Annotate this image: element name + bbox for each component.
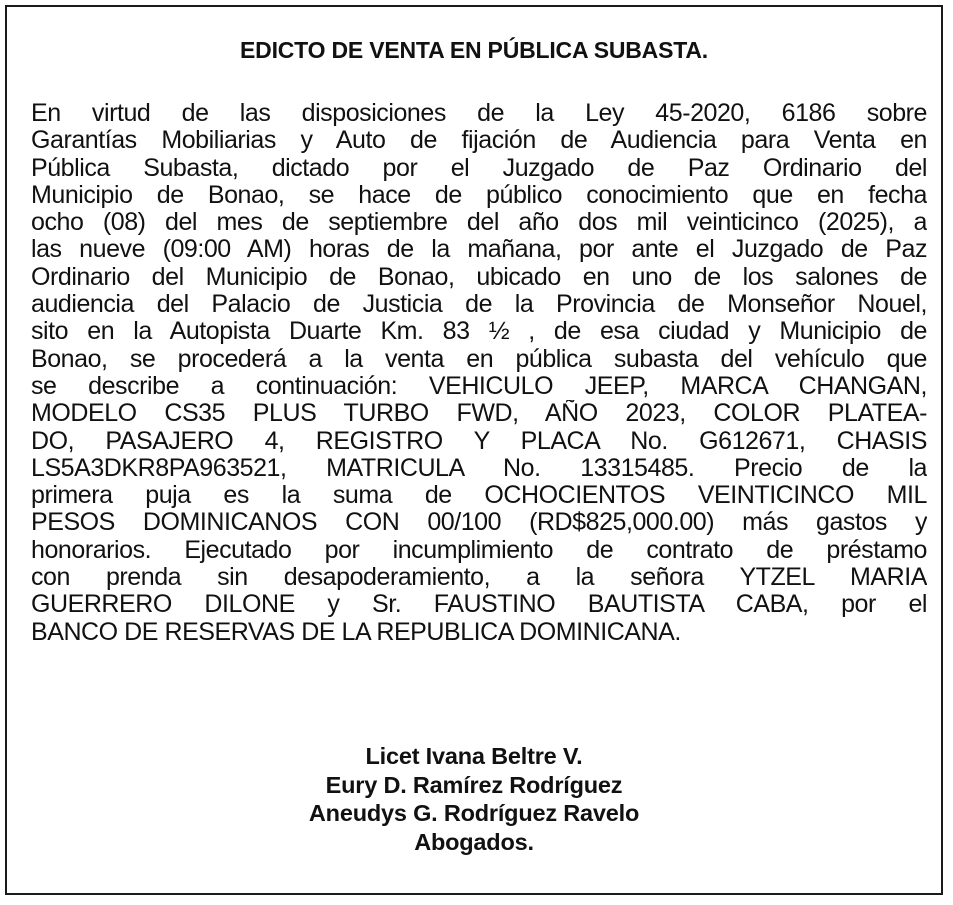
signature-block [7, 742, 941, 856]
body-line: ocho (08) del mes de septiembre del año dos mil veinticinco (2025), a [31, 209, 927, 237]
body-line: GUERRERO DILONE y Sr. FAUSTINO BAUTISTA CABA, por el [31, 591, 927, 619]
body-line: MODELO CS35 PLUS TURBO FWD, AÑO 2023, COLOR PLATEA- [31, 400, 927, 428]
signatory-name: Licet Ivana Beltre V. [365, 743, 583, 769]
body-line: con prenda sin desapoderamiento, a la señora YTZEL MARIA [31, 564, 927, 592]
body-line: se describe a continuación: VEHICULO JEEP, MARCA CHANGAN, [31, 372, 927, 400]
body-line: honorarios. Ejecutado por incumplimiento de contrato de préstamo [31, 536, 927, 564]
body-line: En virtud de las disposiciones de la Ley 45-2020, 6186 sobre [31, 100, 927, 127]
body-line: primera puja es la suma de OCHOCIENTOS VEINTICINCO MIL [31, 482, 927, 510]
body-line: Garantías Mobiliarias y Auto de fijación de Audiencia para Venta en [31, 127, 927, 155]
body-line: las nueve (09:00 AM) horas de la mañana, por ante el Juzgado de Paz [31, 236, 927, 264]
body-line: LS5A3DKR8PA963521, MATRICULA No. 13315485. Precio de la [31, 454, 927, 482]
notice-title: EDICTO DE VENTA EN PÚBLICA SUBASTA. [240, 37, 708, 63]
body-line: Municipio de Bonao, se hace de público conocimiento que en fecha [31, 181, 927, 209]
body-line: sito en la Autopista Duarte Km. 83 ½ , de esa ciudad y Municipio de [31, 318, 927, 346]
body-line: PESOS DOMINICANOS CON 00/100 (RD$825,000.00) más gastos y [31, 509, 927, 537]
notice-body [31, 100, 927, 646]
body-line: Bonao, se procederá a la venta en pública subasta del vehículo que [31, 345, 927, 373]
body-line: BANCO DE RESERVAS DE LA REPUBLICA DOMINICANA. [31, 618, 681, 646]
signatory-role: Abogados. [414, 828, 534, 855]
signatory-name: Eury D. Ramírez Rodríguez [325, 771, 623, 798]
body-line: DO, PASAJERO 4, REGISTRO Y PLACA No. G612671, CHASIS [31, 427, 927, 455]
signatory-name: Aneudys G. Rodríguez Ravelo [308, 800, 640, 826]
notice-frame [5, 5, 943, 895]
body-line: Ordinario del Municipio de Bonao, ubicado en uno de los salones de [31, 263, 927, 291]
body-line: Pública Subasta, dictado por el Juzgado de Paz Ordinario del [31, 154, 927, 182]
body-line: audiencia del Palacio de Justicia de la Provincia de Monseñor Nouel, [31, 291, 927, 319]
